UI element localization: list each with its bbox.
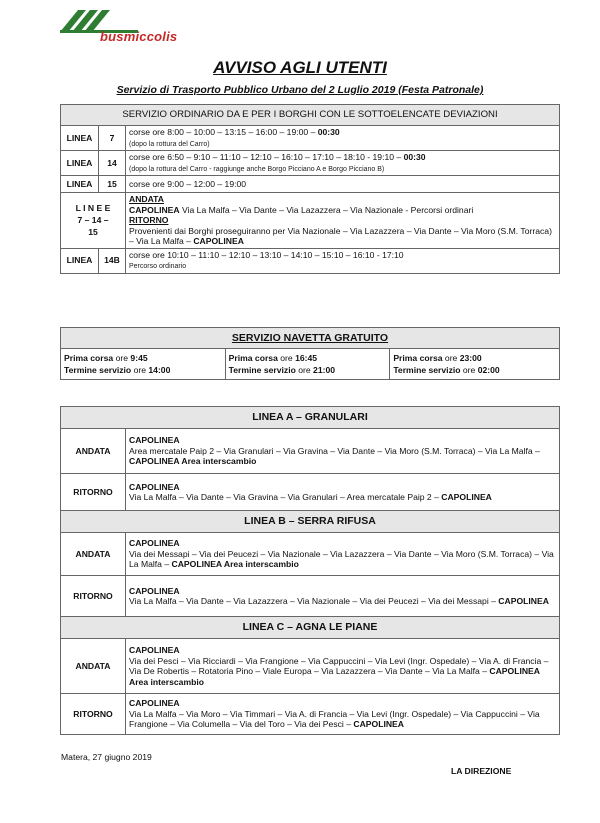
prima-corsa-time: 23:00	[459, 353, 482, 363]
ritorno-label: RITORNO	[61, 576, 126, 617]
signature: LA DIREZIONE	[451, 766, 512, 776]
line-schedule	[126, 151, 560, 176]
capolinea-label: CAPOLINEA	[129, 698, 180, 709]
route-cell	[126, 429, 560, 474]
ore-label: ore	[113, 353, 131, 363]
line-schedule	[126, 126, 560, 151]
termine-servizio-label: Termine servizio	[228, 365, 296, 375]
capolinea-label: CAPOLINEA	[129, 481, 180, 492]
termine-servizio-label: Termine servizio	[393, 365, 461, 375]
route-cell	[126, 533, 560, 576]
route-cell	[126, 576, 560, 617]
route-end: CAPOLINEA Area interscambio	[129, 456, 257, 467]
navetta-table	[60, 327, 560, 380]
table-row	[61, 126, 560, 151]
route-end: CAPOLINEA	[353, 719, 404, 730]
andata-label: ANDATA	[61, 639, 126, 694]
linea-a-header: LINEA A – GRANULARI	[61, 407, 560, 429]
ritorno-label: RITORNO	[61, 694, 126, 735]
line-label: LINEA	[61, 151, 99, 176]
ritorno-label: RITORNO	[61, 474, 126, 511]
route-text: Via La Malfa – Via Moro – Via Timmari – Via A. di Francia – Via Levi (Ingr. Ospedale) – Via Cappuccini – Via Frangione – Via Columella – Via del Toro – Via dei Pesci –	[129, 708, 540, 730]
table-row	[61, 151, 560, 176]
ore-label: ore	[442, 353, 460, 363]
route-text: Via La Malfa – Via Dante – Via Gravina – Via Granulari – Area mercatale Paip 2 –	[129, 492, 442, 502]
andata-label: ANDATA	[61, 533, 126, 576]
logo-text: busmiccolis	[100, 29, 178, 44]
navetta-col	[61, 349, 226, 380]
termine-servizio-time: 14:00	[148, 365, 171, 375]
route-end: CAPOLINEA	[498, 596, 549, 606]
route-end: CAPOLINEA Area interscambio	[129, 666, 540, 687]
schedule-note: (dopo la rottura del Carro)	[129, 140, 210, 148]
table-row	[61, 474, 560, 511]
navetta-row	[61, 349, 560, 380]
navetta-col	[390, 349, 560, 380]
prima-corsa-label: Prima corsa	[228, 353, 278, 363]
route-text: Area mercatale Paip 2 – Via Granulari – Via Gravina – Via Dante – Via Moro (S.M. Torraca) – Via La Malfa –	[129, 445, 540, 456]
prima-corsa-time: 9:45	[130, 353, 148, 363]
line-schedule	[126, 176, 560, 193]
route-end: CAPOLINEA	[441, 492, 492, 502]
ordinario-header: SERVIZIO ORDINARIO DA E PER I BORGHI CON LE SOTTOELENCATE DEVIAZIONI	[61, 105, 560, 126]
route-cell	[126, 694, 560, 735]
andata-route: Via La Malfa – Via Dante – Via Lazazzera – Via Nazionale - Percorsi ordinari	[179, 204, 474, 215]
line-schedule	[126, 248, 560, 273]
multi-line-label-3: 15	[88, 227, 98, 238]
lines-table	[60, 406, 560, 735]
ritorno-label: RITORNO	[129, 215, 169, 225]
line-label: LINEA	[61, 176, 99, 193]
schedule-note: (dopo la rottura del Carro - raggiunge anche Borgo Picciano A e Borgo Picciano B)	[129, 165, 385, 173]
navetta-header: SERVIZIO NAVETTA GRATUITO	[61, 328, 560, 349]
ritorno-route: Provenienti dai Borghi proseguiranno per Via Nazionale – Via Lazazzera – Via Dante – Via Moro (S.M. Torraca) – Via La Malfa –	[129, 225, 552, 246]
line-number: 7	[99, 126, 126, 151]
ore-label: ore	[277, 353, 296, 363]
prima-corsa-label: Prima corsa	[393, 353, 443, 363]
route-text: Via dei Pesci – Via Ricciardi – Via Frangione – Via Cappuccini – Via Levi (Ingr. Ospedale) – Via A. di Francia – Via De Robertis – Rotatoria Pino – Viale Europa – Via Lazazzera – Via Dante – Via La Malfa –	[129, 655, 549, 676]
andata-capolinea: CAPOLINEA	[129, 204, 180, 215]
line-label: LINEA	[61, 248, 99, 273]
line-number: 14	[99, 151, 126, 176]
ritorno-capolinea: CAPOLINEA	[193, 236, 244, 246]
route-end: CAPOLINEA Area interscambio	[171, 559, 299, 570]
table-row	[61, 694, 560, 735]
linea-c-header: LINEA C – AGNA LE PIANE	[61, 617, 560, 639]
date-line: Matera, 27 giugno 2019	[61, 752, 152, 762]
route-text: Via dei Messapi – Via dei Peucezi – Via Nazionale – Via Lazazzera – Via Dante – Via Moro (S.M. Torraca) – Via La Malfa –	[129, 548, 554, 570]
prima-corsa-time: 16:45	[295, 353, 318, 363]
multi-line-label-1: L I N E E	[75, 203, 111, 214]
capolinea-label: CAPOLINEA	[129, 645, 180, 655]
route-text: Via La Malfa – Via Dante – Via Lazazzera – Via Nazionale – Via dei Peucezi – Via dei Messapi –	[129, 596, 499, 606]
multi-line-route	[126, 193, 560, 249]
schedule-times: corse ore 6:50 – 9:10 – 11:10 – 12:10 – 16:10 – 17:10 – 18:10 - 19:10 –	[129, 152, 404, 163]
multi-line-label	[61, 193, 126, 249]
andata-label: ANDATA	[129, 194, 165, 204]
prima-corsa-label: Prima corsa	[64, 353, 114, 363]
route-cell	[126, 639, 560, 694]
line-number: 15	[99, 176, 126, 193]
ore-label: ore	[295, 365, 314, 375]
capolinea-label: CAPOLINEA	[129, 435, 180, 446]
termine-servizio-label: Termine servizio	[64, 365, 132, 375]
schedule-times: corse ore 9:00 – 12:00 – 19:00	[129, 178, 247, 189]
andata-label: ANDATA	[61, 429, 126, 474]
schedule-times: corse ore 10:10 – 11:10 – 12:10 – 13:10 – 14:10 – 15:10 – 16:10 - 17:10	[129, 249, 404, 260]
table-row	[61, 193, 560, 249]
ore-label: ore	[131, 365, 149, 375]
schedule-last-time: 00:30	[317, 127, 340, 138]
busmiccolis-logo	[60, 6, 220, 44]
table-row	[61, 576, 560, 617]
line-number: 14B	[99, 248, 126, 273]
page-subtitle: Servizio di Trasporto Pubblico Urbano del 2 Luglio 2019 (Festa Patronale)	[116, 84, 484, 96]
ore-label: ore	[460, 365, 478, 375]
ordinario-table	[60, 104, 560, 274]
table-row	[61, 533, 560, 576]
table-row	[61, 639, 560, 694]
table-row	[61, 429, 560, 474]
navetta-col	[225, 349, 390, 380]
linea-b-header: LINEA B – SERRA RIFUSA	[61, 511, 560, 533]
table-row	[61, 248, 560, 273]
termine-servizio-time: 02:00	[477, 365, 500, 375]
line-label: LINEA	[61, 126, 99, 151]
page-title: AVVISO AGLI UTENTI	[213, 58, 387, 77]
schedule-last-time: 00:30	[403, 152, 426, 163]
route-cell	[126, 474, 560, 511]
capolinea-label: CAPOLINEA	[129, 585, 180, 596]
schedule-times: corse ore 8:00 – 10:00 – 13:15 – 16:00 – 19:00 –	[129, 127, 318, 138]
multi-line-label-2: 7 – 14 –	[77, 215, 109, 226]
schedule-note: Percorso ordinario	[129, 263, 187, 271]
capolinea-label: CAPOLINEA	[129, 538, 180, 549]
termine-servizio-time: 21:00	[313, 365, 336, 375]
table-row	[61, 176, 560, 193]
